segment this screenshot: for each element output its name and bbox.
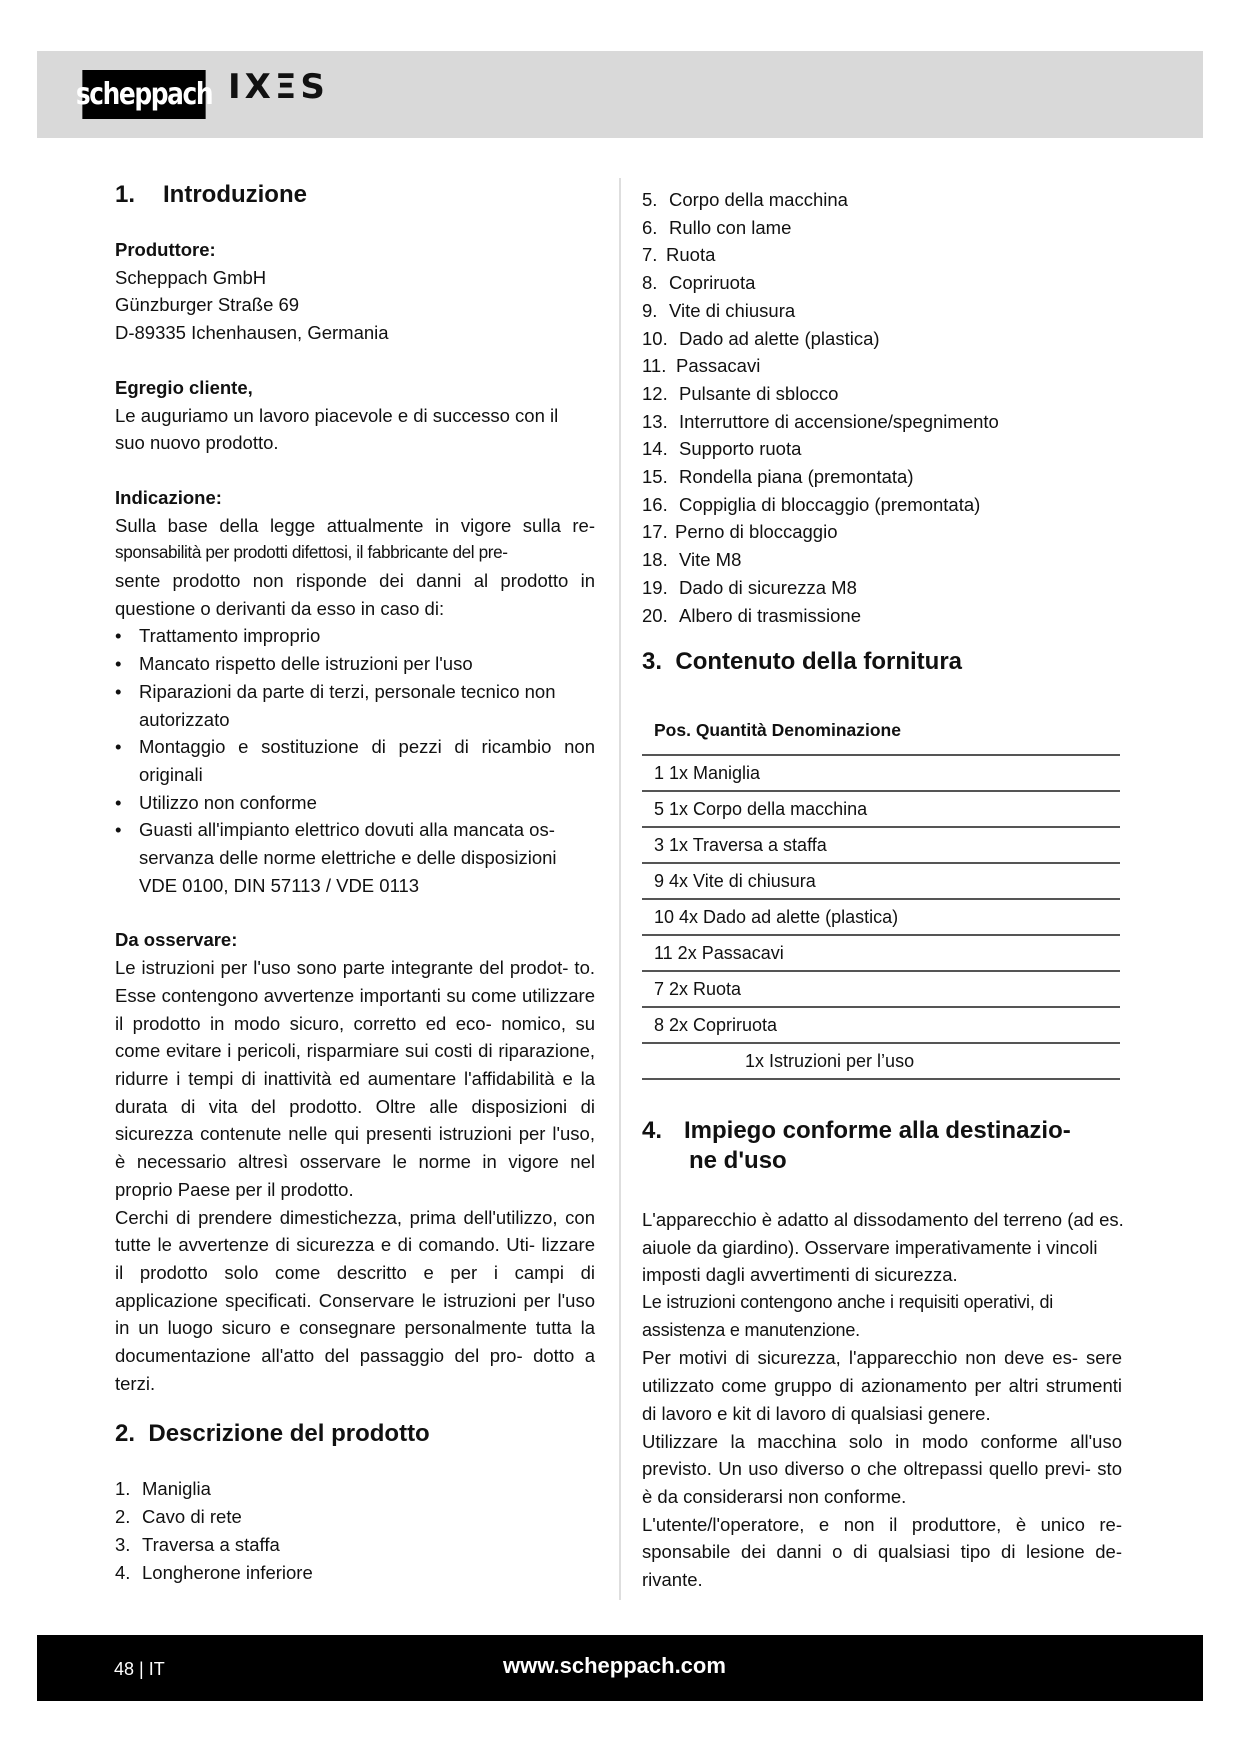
manufacturer-line: Scheppach GmbH [115, 266, 267, 288]
greeting-text: Le auguriamo un lavoro piacevole e di successo con il suo nuovo prodotto. [115, 404, 559, 454]
liability-exclusions-list [115, 622, 595, 899]
list-item: 2. Cavo di rete [115, 1506, 242, 1528]
section-2-heading: 2. Descrizione del prodotto [115, 1420, 430, 1448]
table-row: 9 4x Vite di chiusura [642, 864, 1120, 900]
column-divider [619, 178, 621, 1600]
table-row: 1 1x Maniglia [642, 756, 1120, 792]
list-item: 1. Maniglia [115, 1478, 211, 1500]
list-item: 4. Longherone inferiore [115, 1561, 313, 1583]
observe-text: Le istruzioni per l'uso sono parte integrante del prodot- to. Esse contengono avvertenze importanti su come utilizzare il prodotto in modo sicuro, corretto ed eco- nomico, su come evitare i pericoli, risparmiare sui costi di riparazione, ridurre i tempi di inattività ed aumentare l'affidabilità e la durata di vita del prodotto. Oltre alle disposizioni di sicurezza contenute nelle qui presenti istruzioni per l'uso, è necessario altresì osservare le norme in vigore nel proprio Paese per il prodotto. [115, 957, 595, 1200]
table-row: 1x Istruzioni per l’uso [642, 1044, 1120, 1080]
section-1-heading: 1. Introduzione [115, 181, 307, 208]
observe-text-2: Cerchi di prendere dimestichezza, prima dell'utilizzo, con tutte le avvertenze di sicurezza e di comando. Uti- lizzare il prodotto solo come descritto e per i campi di applicazione specificati. Conservare le istruzioni per l'uso in un luogo sicuro e consegnare personalmente tutta la documentazione all'atto del passaggio del pro- dotto a terzi. [115, 1206, 595, 1394]
intended-use-para-5: L'utente/l'operatore, e non il produttore, è unico re- sponsabile dei danni o di qualsiasi tipo di lesione de- rivante. [642, 1513, 1122, 1591]
list-item: 12. Pulsante di sblocco [642, 382, 839, 404]
left-column [115, 180, 595, 1586]
section-4-heading: 4. Impiego conforme alla destinazio- ne d'uso [642, 1116, 1071, 1174]
scheppach-logo: scheppach [82, 70, 205, 119]
observe-label: Da osservare: [115, 929, 238, 951]
note-label: Indicazione: [115, 486, 222, 508]
product-parts-list-continued [642, 186, 1132, 629]
list-item: 19. Dado di sicurezza M8 [642, 576, 857, 598]
table-header: Pos. Quantità Denominazione [642, 707, 1120, 756]
list-item: 3. Traversa a staffa [115, 1533, 280, 1555]
table-row: 5 1x Corpo della macchina [642, 792, 1120, 828]
ixes-logo: IXΞS [228, 67, 329, 107]
table-row: 7 2x Ruota [642, 972, 1120, 1008]
list-item: 9. Vite di chiusura [642, 299, 796, 321]
greeting-label: Egregio cliente, [115, 376, 253, 398]
list-item: 14. Supporto ruota [642, 438, 802, 460]
page-footer [37, 1635, 1203, 1701]
list-item: 6. Rullo con lame [642, 216, 792, 238]
section-3-heading: 3. Contenuto della fornitura [642, 648, 963, 676]
list-item: • Trattamento improprio [115, 622, 595, 650]
intended-use-para-2: Le istruzioni contengono anche i requisiti operativi, di assistenza e manutenzione. [642, 1292, 1054, 1340]
list-item: • Guasti all'impianto elettrico dovuti alla mancata os- servanza delle norme elettriche e delle disposizioni VDE 0100, DIN 57113 / VDE 0113 [115, 816, 585, 899]
delivery-contents-table [642, 707, 1120, 1080]
list-item: • Mancato rispetto delle istruzioni per l'uso [115, 650, 595, 678]
list-item: 10. Dado ad alette (plastica) [642, 327, 880, 349]
table-row: 10 4x Dado ad alette (plastica) [642, 900, 1120, 936]
list-item: • Utilizzo non conforme [115, 789, 595, 817]
intended-use-para-3: Per motivi di sicurezza, l'apparecchio non deve es- sere utilizzato come gruppo di azionamento per altri strumenti di lavoro e kit di lavoro di qualsiasi genere. [642, 1347, 1122, 1424]
page-number: 48 | IT [114, 1659, 165, 1679]
table-row: 8 2x Copriruota [642, 1008, 1120, 1044]
list-item: 11. Passacavi [642, 355, 761, 377]
intended-use-para-1: L'apparecchio è adatto al dissodamento del terreno (ad es. aiuole da giardino). Osservare imperativamente i vincoli imposti dagli avvertimenti di sicurezza. [642, 1208, 1124, 1286]
list-item: 7. Ruota [642, 244, 716, 266]
table-row: 11 2x Passacavi [642, 936, 1120, 972]
intended-use-para-4: Utilizzare la macchina solo in modo conforme all'uso previsto. Un uso diverso o che oltrepassi quello previ- sto è da considerarsi non conforme. [642, 1430, 1122, 1507]
list-item: 16. Coppiglia di bloccaggio (premontata) [642, 493, 981, 515]
list-item: 20. Albero di trasmissione [642, 604, 861, 626]
website-link[interactable]: www.scheppach.com [503, 1653, 726, 1678]
table-row: 3 1x Traversa a staffa [642, 828, 1120, 864]
note-text: Sulla base della legge attualmente in vigore sulla re- sponsabilità per prodotti difettosi, il fabbricante del pre- sente prodotto non risponde dei danni al prodotto in questione o derivanti da esso in caso di: [115, 514, 595, 619]
list-item: 5. Corpo della macchina [642, 189, 848, 210]
list-item: • Montaggio e sostituzione di pezzi di ricambio non originali [115, 733, 595, 788]
list-item: 13. Interruttore di accensione/spegnimento [642, 410, 999, 432]
list-item: 17. Perno di bloccaggio [642, 521, 838, 543]
list-item: 8. Copriruota [642, 272, 756, 294]
list-item: 15. Rondella piana (premontata) [642, 466, 914, 488]
manufacturer-line: D-89335 Ichenhausen, Germania [115, 322, 389, 344]
product-parts-list [115, 1475, 595, 1586]
manufacturer-line: Günzburger Straße 69 [115, 294, 300, 316]
manufacturer-label: Produttore: [115, 239, 216, 260]
right-column [642, 186, 1132, 1594]
list-item: 18. Vite M8 [642, 549, 742, 571]
page-header [37, 51, 1203, 138]
list-item: • Riparazioni da parte di terzi, personale tecnico non autorizzato [115, 678, 595, 733]
